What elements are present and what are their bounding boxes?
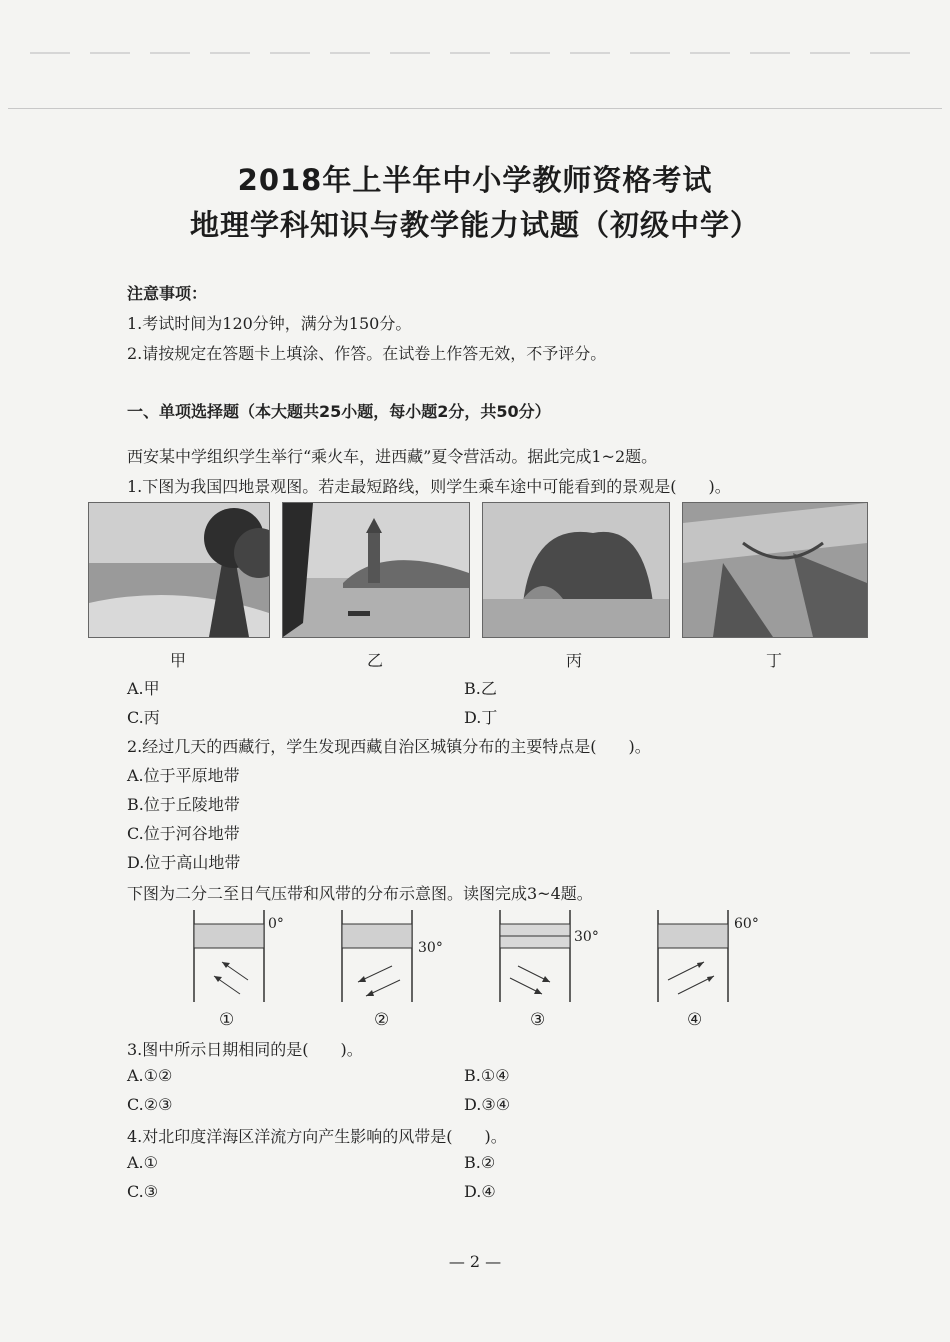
q1-option-d: D.丁 <box>464 708 498 727</box>
q2-option-a: A.位于平原地带 <box>127 766 240 785</box>
q2-option-d: D.位于高山地带 <box>127 853 241 872</box>
page-edge <box>8 108 942 109</box>
notice-item-2: 2.请按规定在答题卡上填涂、作答。在试卷上作答无效，不予评分。 <box>127 344 607 363</box>
diagram-2-label: 30° <box>418 940 443 956</box>
q1-option-a: A.甲 <box>127 679 160 698</box>
q2-option-c: C.位于河谷地带 <box>127 824 240 843</box>
caption-ding: 丁 <box>765 651 782 670</box>
caption-jia: 甲 <box>169 651 186 670</box>
caption-bing: 丙 <box>565 651 582 670</box>
question-1-stem: 1.下图为我国四地景观图。若走最短路线，则学生乘车途中可能看到的景观是( )。 <box>127 477 731 496</box>
q4-option-b: B.② <box>464 1153 496 1172</box>
q1-option-b: B.乙 <box>464 679 497 698</box>
section-heading: 一、单项选择题（本大题共25小题，每小题2分，共50分） <box>127 402 551 421</box>
q3-option-d: D.③④ <box>464 1095 511 1114</box>
q4-option-c: C.③ <box>127 1182 159 1201</box>
diagram-4-label: 60° <box>734 916 759 932</box>
diagram-1-label: 0° <box>268 916 284 932</box>
q1-option-c: C.丙 <box>127 708 160 727</box>
q3-option-b: B.①④ <box>464 1066 510 1085</box>
diagram-number-2: ② <box>374 1010 390 1030</box>
question-4-stem: 4.对北印度洋海区洋流方向产生影响的风带是( )。 <box>127 1127 507 1146</box>
question-3-stem: 3.图中所示日期相同的是( )。 <box>127 1040 363 1059</box>
caption-yi: 乙 <box>366 651 383 670</box>
q2-option-b: B.位于丘陵地带 <box>127 795 240 814</box>
photo-jia-tropical-beach <box>88 502 270 638</box>
photo-ding-loess-plateau <box>682 502 868 638</box>
notice-heading: 注意事项： <box>127 284 208 303</box>
scan-artifact <box>30 52 920 54</box>
question-2-stem: 2.经过几天的西藏行，学生发现西藏自治区城镇分布的主要特点是( )。 <box>127 737 651 756</box>
diagram-number-4: ④ <box>687 1010 703 1030</box>
q3-option-a: A.①② <box>127 1066 173 1085</box>
diagram-3-label: 30° <box>574 929 599 945</box>
wind-belt-diagram-3 <box>494 910 604 1005</box>
exam-title-line1: 2018年上半年中小学教师资格考试 <box>237 163 713 197</box>
notice-item-1: 1.考试时间为120分钟，满分为150分。 <box>127 314 412 333</box>
diagram-number-3: ③ <box>530 1010 546 1030</box>
diagram-number-1: ① <box>219 1010 235 1030</box>
page-number: — 2 — <box>448 1252 502 1271</box>
intro-text: 西安某中学组织学生举行“乘火车，进西藏”夏令营活动。据此完成1~2题。 <box>127 447 658 466</box>
intro-text-2: 下图为二分二至日气压带和风带的分布示意图。读图完成3~4题。 <box>127 884 593 903</box>
q4-option-d: D.④ <box>464 1182 496 1201</box>
q3-option-c: C.②③ <box>127 1095 173 1114</box>
photo-bing-karst-river <box>482 502 670 638</box>
exam-title-line2: 地理学科知识与教学能力试题（初级中学） <box>189 208 760 242</box>
wind-belt-diagram-2 <box>336 910 446 1005</box>
q4-option-a: A.① <box>127 1153 158 1172</box>
photo-yi-pagoda-lake <box>282 502 470 638</box>
